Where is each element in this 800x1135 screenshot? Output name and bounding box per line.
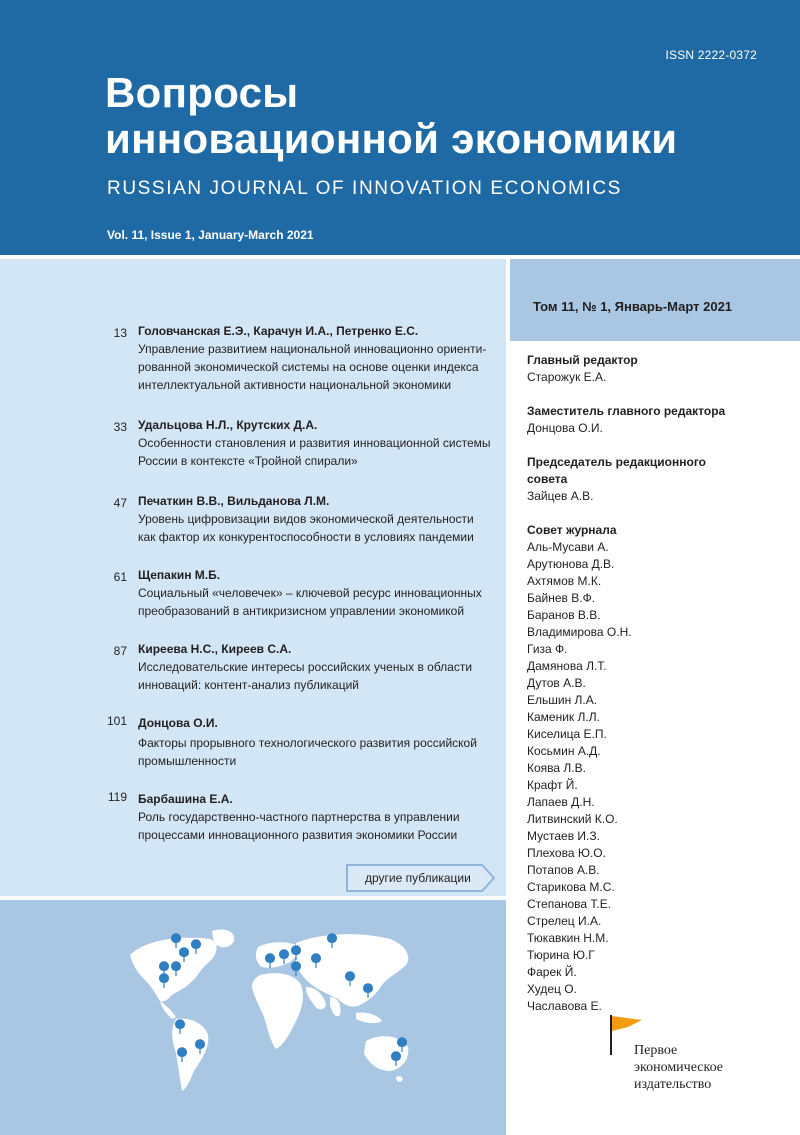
council-member: Лапаев Д.Н. <box>527 795 595 809</box>
map-pin-icon <box>391 1051 401 1061</box>
council-member: Крафт Й. <box>527 778 578 792</box>
editorial-board <box>510 341 800 1135</box>
toc-authors: Донцова О.И. <box>138 716 218 730</box>
chief-editor-name: Старожук Е.А. <box>527 370 607 384</box>
council-member: Стрелец И.А. <box>527 914 602 928</box>
council-member: Коява Л.В. <box>527 761 586 775</box>
toc-authors: Барбашина Е.А. <box>138 792 233 806</box>
toc-authors: Головчанская Е.Э., Карачун И.А., Петренко Е.С. <box>138 324 419 338</box>
council-member: Плехова Ю.О. <box>527 846 606 860</box>
toc-title-line: рованной экономической системы на основе оценки индекса <box>138 360 479 374</box>
toc-page-number: 61 <box>113 570 127 584</box>
journal-title-line2: инновационной экономики <box>105 115 678 162</box>
toc-page-number: 13 <box>113 326 127 340</box>
publisher-line3: издательство <box>634 1077 712 1092</box>
council-member: Потапов А.В. <box>527 863 600 877</box>
toc-title-line: России в контексте «Тройной спирали» <box>138 454 358 468</box>
council-member: Тюрина Ю.Г <box>527 948 595 962</box>
deputy-editor-name: Донцова О.И. <box>527 421 603 435</box>
toc-title-line: Управление развитием национальной инновационно ориенти- <box>138 342 487 356</box>
map-pin-icon <box>327 933 337 943</box>
map-pin-icon <box>345 971 355 981</box>
map-pin-icon <box>195 1039 205 1049</box>
council-member: Ельшин Л.А. <box>527 693 598 707</box>
council-member: Дамянова Л.Т. <box>527 659 607 673</box>
chief-editor-role: Главный редактор <box>527 353 638 367</box>
deputy-editor-role: Заместитель главного редактора <box>527 404 726 418</box>
map-pin-icon <box>177 1047 187 1057</box>
toc-title-line: Исследовательские интересы российских ученых в области <box>138 660 473 674</box>
council-member: Дутов А.В. <box>527 676 586 690</box>
map-pin-icon <box>265 953 275 963</box>
council-member: Байнев В.Ф. <box>527 591 596 605</box>
volume-russian: Том 11, № 1, Январь-Март 2021 <box>533 299 733 314</box>
toc-title-line: преобразований в антикризисном управлении экономикой <box>138 604 465 618</box>
publisher-name <box>634 1042 723 1093</box>
council-member: Аль-Мусави А. <box>527 540 609 554</box>
journal-title-line1: Вопросы <box>105 69 299 116</box>
council-member: Старикова М.С. <box>527 880 615 894</box>
publisher-line2: экономическое <box>634 1060 723 1075</box>
council-member: Каменик Л.Л. <box>527 710 600 724</box>
council-member: Ахтямов М.К. <box>527 574 602 588</box>
toc-title-line: инноваций: контент-анализ публикаций <box>138 678 359 692</box>
map-pin-icon <box>179 947 189 957</box>
council-member: Косьмин А.Д. <box>527 744 601 758</box>
volume-english: Vol. 11, Issue 1, January-March 2021 <box>107 228 314 242</box>
council-member: Мустаев И.З. <box>527 829 600 843</box>
council-member: Киселица Е.П. <box>527 727 607 741</box>
toc-page-number: 101 <box>106 714 127 728</box>
council-member: Баранов В.В. <box>527 608 601 622</box>
toc-page-number: 33 <box>113 420 127 434</box>
toc-title-line: Уровень цифровизации видов экономической деятельности <box>138 512 474 526</box>
toc-title-line: Социальный «человечек» – ключевой ресурс инновационных <box>138 586 482 600</box>
toc-authors: Киреева Н.С., Киреев С.А. <box>138 642 292 656</box>
council-member: Фарек Й. <box>527 965 577 979</box>
map-pin-icon <box>311 953 321 963</box>
toc-title-line: Факторы прорывного технологического развития российской <box>138 736 477 750</box>
chairman-name: Зайцев А.В. <box>527 489 594 503</box>
more-publications-label: другие публикации <box>365 871 471 885</box>
toc-page-number: 47 <box>113 496 127 510</box>
council-member: Степанова Т.Е. <box>527 897 612 911</box>
council-member: Гиза Ф. <box>527 642 568 656</box>
council-member: Чаславова Е. <box>527 999 602 1013</box>
map-pin-icon <box>191 939 201 949</box>
journal-subtitle: RUSSIAN JOURNAL OF INNOVATION ECONOMICS <box>107 178 622 199</box>
map-pin-icon <box>291 945 301 955</box>
map-pin-icon <box>397 1037 407 1047</box>
toc-authors: Печаткин В.В., Вильданова Л.М. <box>138 494 330 508</box>
council-member: Владимирова О.Н. <box>527 625 632 639</box>
toc-page-number: 87 <box>113 644 127 658</box>
issn: ISSN 2222-0372 <box>665 48 757 62</box>
journal-header <box>0 0 800 255</box>
map-pin-icon <box>291 961 301 971</box>
publisher-line1: Первое <box>634 1043 678 1058</box>
map-pin-icon <box>171 933 181 943</box>
council-member: Арутюнова Д.В. <box>527 557 615 571</box>
toc-title-line: Роль государственно-частного партнерства в управлении <box>138 810 460 824</box>
map-pin-icon <box>279 949 289 959</box>
toc-title-line: интеллектуальной активности национальной экономики <box>138 378 452 392</box>
toc-title-line: как фактор их конкурентоспособности в условиях пандемии <box>138 530 474 544</box>
council-member: Худец О. <box>527 982 577 996</box>
chairman-role-line2: совета <box>527 472 568 486</box>
toc-title-line: промышленности <box>138 754 237 768</box>
map-pin-icon <box>159 961 169 971</box>
world-map-icon <box>120 925 420 1095</box>
toc-title-line: процессами инновационного развития экономики России <box>138 828 458 842</box>
map-pin-icon <box>175 1019 185 1029</box>
council-member: Литвинский К.О. <box>527 812 618 826</box>
council-member: Тюкавкин Н.М. <box>527 931 609 945</box>
chairman-role-line1: Председатель редакционного <box>527 455 706 469</box>
map-pin-icon <box>171 961 181 971</box>
map-pin-icon <box>363 983 373 993</box>
map-pin-icon <box>159 973 169 983</box>
journal-title <box>105 70 677 162</box>
council-role: Совет журнала <box>527 523 617 537</box>
more-publications-button[interactable] <box>345 864 495 892</box>
toc-page-number: 119 <box>107 790 127 804</box>
toc-title-line: Особенности становления и развития инновационной системы <box>138 436 491 450</box>
toc-authors: Удальцова Н.Л., Крутских Д.А. <box>138 418 318 432</box>
toc-authors: Щепакин М.Б. <box>138 568 221 582</box>
volume-russian-box <box>510 259 800 341</box>
